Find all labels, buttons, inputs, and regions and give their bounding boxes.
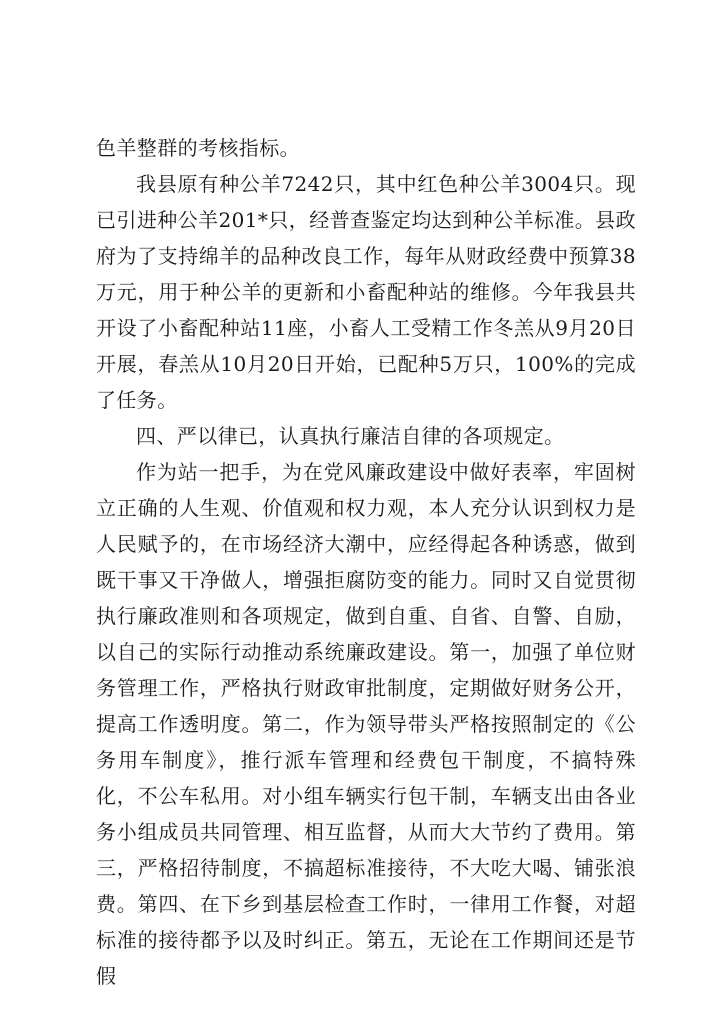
paragraph-breeding-stock: 我县原有种公羊7242只，其中红色种公羊3004只。现已引进种公羊201*只，经普查鉴定均达到种公羊标准。县政府为了支持绵羊的品种改良工作，每年从财政经费中预算38万元，用于种公羊的更新和小畜配种站的维修。今年我县共开设了小畜配种站11座，小畜人工受精工作冬羔从9月20日开展，春羔从10月20日开始，已配种5万只，100%的完成了任务。 — [96, 172, 636, 412]
document-body — [96, 130, 636, 994]
section-heading-integrity: 四、严以律已，认真执行廉洁自律的各项规定。 — [136, 424, 565, 448]
paragraph-integrity-measures: 作为站一把手，为在党风廉政建设中做好表率，牢固树立正确的人生观、价值观和权力观，本人充分认识到权力是人民赋予的，在市场经济大潮中，应经得起各种诱惑，做到既干事又干净做人，增强拒腐防变的能力。同时又自觉贯彻执行廉政准则和各项规定，做到自重、自省、自警、自励，以自己的实际行动推动系统廉政建设。第一，加强了单位财务管理工作，严格执行财政审批制度，定期做好财务公开，提高工作透明度。第二，作为领导带头严格按照制定的《公务用车制度》，推行派车管理和经费包干制度，不搞特殊化，不公车私用。对小组车辆实行包干制，车辆支出由各业务小组成员共同管理、相互监督，从而大大节约了费用。第三，严格招待制度，不搞超标准接待，不大吃大喝、铺张浪费。第四、在下乡到基层检查工作时，一律用工作餐，对超标准的接待都予以及时纠正。第五，无论在工作期间还是节假 — [96, 460, 636, 988]
paragraph-continuation: 色羊整群的考核指标。 — [96, 136, 300, 160]
